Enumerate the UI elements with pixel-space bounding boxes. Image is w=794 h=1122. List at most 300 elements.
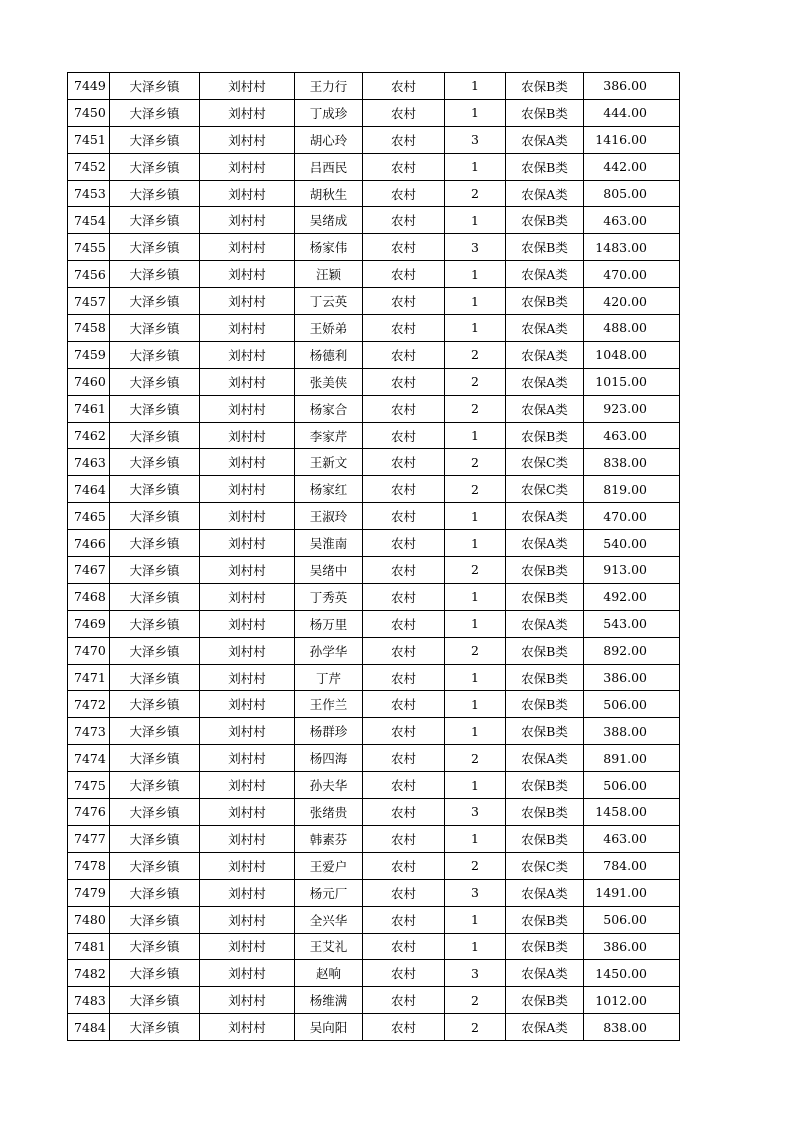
cell-name: 杨家红 <box>295 476 363 503</box>
table-row <box>68 180 680 207</box>
cell-count: 3 <box>445 234 506 261</box>
cell-village: 刘村村 <box>200 664 295 691</box>
cell-amount: 463.00 <box>584 825 680 852</box>
cell-name: 吴向阳 <box>295 1014 363 1041</box>
cell-id: 7462 <box>68 422 110 449</box>
cell-type: 农村 <box>363 583 445 610</box>
table-row <box>68 583 680 610</box>
cell-type: 农村 <box>363 745 445 772</box>
cell-name: 王爱户 <box>295 852 363 879</box>
cell-category: 农保C类 <box>506 449 584 476</box>
cell-amount: 388.00 <box>584 718 680 745</box>
cell-type: 农村 <box>363 73 445 100</box>
cell-count: 1 <box>445 933 506 960</box>
cell-amount: 463.00 <box>584 207 680 234</box>
cell-id: 7475 <box>68 772 110 799</box>
table-row <box>68 368 680 395</box>
cell-category: 农保B类 <box>506 583 584 610</box>
cell-id: 7459 <box>68 341 110 368</box>
table-body <box>68 73 680 1041</box>
table-row <box>68 879 680 906</box>
cell-category: 农保B类 <box>506 906 584 933</box>
cell-name: 杨元厂 <box>295 879 363 906</box>
cell-village: 刘村村 <box>200 987 295 1014</box>
cell-type: 农村 <box>363 341 445 368</box>
cell-name: 张绪贵 <box>295 799 363 826</box>
cell-category: 农保B类 <box>506 557 584 584</box>
cell-town: 大泽乡镇 <box>110 745 200 772</box>
cell-name: 胡心玲 <box>295 126 363 153</box>
table-row <box>68 933 680 960</box>
cell-amount: 386.00 <box>584 73 680 100</box>
cell-id: 7449 <box>68 73 110 100</box>
table-row <box>68 664 680 691</box>
cell-id: 7469 <box>68 610 110 637</box>
cell-name: 杨家伟 <box>295 234 363 261</box>
cell-id: 7460 <box>68 368 110 395</box>
cell-name: 汪颖 <box>295 261 363 288</box>
table-row <box>68 99 680 126</box>
cell-category: 农保B类 <box>506 772 584 799</box>
cell-id: 7464 <box>68 476 110 503</box>
cell-village: 刘村村 <box>200 341 295 368</box>
cell-count: 1 <box>445 664 506 691</box>
cell-village: 刘村村 <box>200 449 295 476</box>
cell-name: 胡秋生 <box>295 180 363 207</box>
cell-town: 大泽乡镇 <box>110 906 200 933</box>
cell-village: 刘村村 <box>200 852 295 879</box>
cell-type: 农村 <box>363 960 445 987</box>
cell-type: 农村 <box>363 1014 445 1041</box>
cell-town: 大泽乡镇 <box>110 73 200 100</box>
cell-amount: 1048.00 <box>584 341 680 368</box>
cell-amount: 492.00 <box>584 583 680 610</box>
cell-category: 农保B类 <box>506 987 584 1014</box>
cell-name: 王娇弟 <box>295 315 363 342</box>
cell-village: 刘村村 <box>200 637 295 664</box>
cell-name: 丁云英 <box>295 288 363 315</box>
cell-type: 农村 <box>363 395 445 422</box>
table-row <box>68 261 680 288</box>
cell-category: 农保B类 <box>506 637 584 664</box>
cell-category: 农保A类 <box>506 126 584 153</box>
cell-id: 7450 <box>68 99 110 126</box>
cell-amount: 444.00 <box>584 99 680 126</box>
cell-type: 农村 <box>363 180 445 207</box>
table-row <box>68 825 680 852</box>
cell-name: 吴淮南 <box>295 530 363 557</box>
cell-category: 农保A类 <box>506 1014 584 1041</box>
cell-count: 1 <box>445 691 506 718</box>
cell-village: 刘村村 <box>200 610 295 637</box>
cell-amount: 1015.00 <box>584 368 680 395</box>
cell-count: 1 <box>445 503 506 530</box>
cell-amount: 463.00 <box>584 422 680 449</box>
cell-town: 大泽乡镇 <box>110 368 200 395</box>
cell-town: 大泽乡镇 <box>110 422 200 449</box>
table-row <box>68 341 680 368</box>
cell-village: 刘村村 <box>200 73 295 100</box>
cell-amount: 891.00 <box>584 745 680 772</box>
records-table <box>67 72 680 1041</box>
cell-type: 农村 <box>363 288 445 315</box>
cell-id: 7481 <box>68 933 110 960</box>
cell-town: 大泽乡镇 <box>110 99 200 126</box>
cell-id: 7466 <box>68 530 110 557</box>
cell-village: 刘村村 <box>200 718 295 745</box>
cell-name: 杨四海 <box>295 745 363 772</box>
table-row <box>68 718 680 745</box>
cell-count: 3 <box>445 126 506 153</box>
cell-count: 2 <box>445 449 506 476</box>
cell-count: 3 <box>445 960 506 987</box>
cell-count: 1 <box>445 530 506 557</box>
cell-amount: 892.00 <box>584 637 680 664</box>
table-row <box>68 207 680 234</box>
cell-amount: 923.00 <box>584 395 680 422</box>
cell-town: 大泽乡镇 <box>110 610 200 637</box>
cell-amount: 543.00 <box>584 610 680 637</box>
cell-type: 农村 <box>363 825 445 852</box>
cell-amount: 1012.00 <box>584 987 680 1014</box>
cell-amount: 1491.00 <box>584 879 680 906</box>
cell-id: 7477 <box>68 825 110 852</box>
cell-type: 农村 <box>363 261 445 288</box>
table-row <box>68 1014 680 1041</box>
cell-count: 1 <box>445 99 506 126</box>
cell-village: 刘村村 <box>200 99 295 126</box>
cell-name: 丁芹 <box>295 664 363 691</box>
cell-type: 农村 <box>363 422 445 449</box>
cell-amount: 1483.00 <box>584 234 680 261</box>
cell-id: 7454 <box>68 207 110 234</box>
cell-id: 7471 <box>68 664 110 691</box>
cell-category: 农保B类 <box>506 664 584 691</box>
cell-category: 农保B类 <box>506 422 584 449</box>
cell-town: 大泽乡镇 <box>110 799 200 826</box>
cell-name: 杨群珍 <box>295 718 363 745</box>
cell-id: 7468 <box>68 583 110 610</box>
cell-town: 大泽乡镇 <box>110 180 200 207</box>
cell-village: 刘村村 <box>200 288 295 315</box>
cell-amount: 1450.00 <box>584 960 680 987</box>
cell-count: 2 <box>445 637 506 664</box>
cell-count: 1 <box>445 288 506 315</box>
cell-name: 李家芹 <box>295 422 363 449</box>
cell-village: 刘村村 <box>200 261 295 288</box>
cell-type: 农村 <box>363 691 445 718</box>
cell-id: 7480 <box>68 906 110 933</box>
cell-category: 农保B类 <box>506 933 584 960</box>
cell-id: 7458 <box>68 315 110 342</box>
cell-id: 7473 <box>68 718 110 745</box>
cell-type: 农村 <box>363 234 445 261</box>
cell-type: 农村 <box>363 503 445 530</box>
cell-amount: 506.00 <box>584 906 680 933</box>
cell-amount: 470.00 <box>584 503 680 530</box>
cell-category: 农保A类 <box>506 395 584 422</box>
cell-count: 2 <box>445 368 506 395</box>
cell-id: 7457 <box>68 288 110 315</box>
cell-name: 丁秀英 <box>295 583 363 610</box>
cell-name: 王淑玲 <box>295 503 363 530</box>
cell-village: 刘村村 <box>200 476 295 503</box>
table-row <box>68 234 680 261</box>
cell-type: 农村 <box>363 530 445 557</box>
cell-village: 刘村村 <box>200 180 295 207</box>
cell-id: 7456 <box>68 261 110 288</box>
cell-town: 大泽乡镇 <box>110 207 200 234</box>
table-row <box>68 503 680 530</box>
cell-name: 丁成珍 <box>295 99 363 126</box>
cell-village: 刘村村 <box>200 691 295 718</box>
cell-village: 刘村村 <box>200 1014 295 1041</box>
cell-town: 大泽乡镇 <box>110 852 200 879</box>
cell-amount: 1458.00 <box>584 799 680 826</box>
cell-name: 吕西民 <box>295 153 363 180</box>
table-row <box>68 772 680 799</box>
table-row <box>68 476 680 503</box>
table-row <box>68 449 680 476</box>
table-row <box>68 395 680 422</box>
cell-type: 农村 <box>363 799 445 826</box>
cell-town: 大泽乡镇 <box>110 395 200 422</box>
cell-count: 3 <box>445 799 506 826</box>
cell-village: 刘村村 <box>200 879 295 906</box>
cell-category: 农保A类 <box>506 745 584 772</box>
cell-village: 刘村村 <box>200 583 295 610</box>
cell-amount: 420.00 <box>584 288 680 315</box>
cell-amount: 386.00 <box>584 664 680 691</box>
cell-type: 农村 <box>363 933 445 960</box>
cell-town: 大泽乡镇 <box>110 933 200 960</box>
table-row <box>68 288 680 315</box>
cell-village: 刘村村 <box>200 315 295 342</box>
cell-id: 7483 <box>68 987 110 1014</box>
cell-count: 1 <box>445 772 506 799</box>
cell-village: 刘村村 <box>200 825 295 852</box>
cell-count: 1 <box>445 207 506 234</box>
cell-category: 农保C类 <box>506 852 584 879</box>
cell-count: 1 <box>445 583 506 610</box>
cell-name: 吴绪中 <box>295 557 363 584</box>
cell-category: 农保A类 <box>506 879 584 906</box>
table-row <box>68 530 680 557</box>
cell-count: 2 <box>445 987 506 1014</box>
cell-id: 7484 <box>68 1014 110 1041</box>
cell-count: 2 <box>445 852 506 879</box>
cell-village: 刘村村 <box>200 772 295 799</box>
cell-type: 农村 <box>363 718 445 745</box>
cell-village: 刘村村 <box>200 422 295 449</box>
cell-town: 大泽乡镇 <box>110 530 200 557</box>
table-row <box>68 153 680 180</box>
cell-category: 农保A类 <box>506 960 584 987</box>
table-row <box>68 557 680 584</box>
cell-category: 农保B类 <box>506 825 584 852</box>
cell-amount: 819.00 <box>584 476 680 503</box>
table-row <box>68 422 680 449</box>
table-row <box>68 691 680 718</box>
cell-town: 大泽乡镇 <box>110 261 200 288</box>
cell-amount: 838.00 <box>584 449 680 476</box>
cell-category: 农保B类 <box>506 207 584 234</box>
table-row <box>68 906 680 933</box>
cell-town: 大泽乡镇 <box>110 315 200 342</box>
cell-name: 孙学华 <box>295 637 363 664</box>
cell-type: 农村 <box>363 879 445 906</box>
cell-name: 杨万里 <box>295 610 363 637</box>
table-row <box>68 126 680 153</box>
cell-type: 农村 <box>363 126 445 153</box>
cell-type: 农村 <box>363 664 445 691</box>
cell-id: 7476 <box>68 799 110 826</box>
cell-count: 1 <box>445 261 506 288</box>
cell-amount: 838.00 <box>584 1014 680 1041</box>
cell-town: 大泽乡镇 <box>110 449 200 476</box>
cell-town: 大泽乡镇 <box>110 234 200 261</box>
cell-id: 7470 <box>68 637 110 664</box>
cell-village: 刘村村 <box>200 234 295 261</box>
cell-type: 农村 <box>363 906 445 933</box>
cell-category: 农保A类 <box>506 341 584 368</box>
cell-category: 农保B类 <box>506 153 584 180</box>
cell-town: 大泽乡镇 <box>110 583 200 610</box>
cell-id: 7461 <box>68 395 110 422</box>
cell-amount: 506.00 <box>584 691 680 718</box>
cell-town: 大泽乡镇 <box>110 503 200 530</box>
table-row <box>68 960 680 987</box>
table-row <box>68 852 680 879</box>
cell-name: 韩素芬 <box>295 825 363 852</box>
cell-count: 2 <box>445 745 506 772</box>
cell-id: 7453 <box>68 180 110 207</box>
cell-name: 孙夫华 <box>295 772 363 799</box>
cell-id: 7472 <box>68 691 110 718</box>
cell-name: 吴绪成 <box>295 207 363 234</box>
cell-amount: 1416.00 <box>584 126 680 153</box>
cell-town: 大泽乡镇 <box>110 476 200 503</box>
cell-id: 7479 <box>68 879 110 906</box>
cell-type: 农村 <box>363 610 445 637</box>
cell-name: 张美侠 <box>295 368 363 395</box>
cell-category: 农保B类 <box>506 73 584 100</box>
cell-count: 1 <box>445 73 506 100</box>
cell-id: 7474 <box>68 745 110 772</box>
cell-village: 刘村村 <box>200 395 295 422</box>
cell-count: 1 <box>445 610 506 637</box>
table-row <box>68 637 680 664</box>
table-row <box>68 73 680 100</box>
cell-town: 大泽乡镇 <box>110 987 200 1014</box>
cell-type: 农村 <box>363 99 445 126</box>
table-row <box>68 987 680 1014</box>
cell-category: 农保A类 <box>506 180 584 207</box>
cell-name: 全兴华 <box>295 906 363 933</box>
cell-category: 农保A类 <box>506 368 584 395</box>
cell-count: 1 <box>445 315 506 342</box>
cell-id: 7455 <box>68 234 110 261</box>
cell-category: 农保B类 <box>506 234 584 261</box>
cell-town: 大泽乡镇 <box>110 153 200 180</box>
table-row <box>68 745 680 772</box>
cell-village: 刘村村 <box>200 799 295 826</box>
cell-count: 1 <box>445 825 506 852</box>
cell-amount: 540.00 <box>584 530 680 557</box>
cell-amount: 805.00 <box>584 180 680 207</box>
table-row <box>68 610 680 637</box>
cell-count: 2 <box>445 395 506 422</box>
cell-amount: 913.00 <box>584 557 680 584</box>
cell-category: 农保C类 <box>506 476 584 503</box>
cell-id: 7467 <box>68 557 110 584</box>
cell-village: 刘村村 <box>200 933 295 960</box>
cell-town: 大泽乡镇 <box>110 960 200 987</box>
cell-category: 农保B类 <box>506 799 584 826</box>
cell-amount: 442.00 <box>584 153 680 180</box>
cell-type: 农村 <box>363 449 445 476</box>
cell-type: 农村 <box>363 368 445 395</box>
cell-name: 杨家合 <box>295 395 363 422</box>
cell-category: 农保B类 <box>506 691 584 718</box>
cell-town: 大泽乡镇 <box>110 288 200 315</box>
cell-town: 大泽乡镇 <box>110 664 200 691</box>
cell-category: 农保B类 <box>506 99 584 126</box>
cell-amount: 784.00 <box>584 852 680 879</box>
cell-village: 刘村村 <box>200 207 295 234</box>
cell-name: 赵响 <box>295 960 363 987</box>
cell-id: 7451 <box>68 126 110 153</box>
cell-town: 大泽乡镇 <box>110 557 200 584</box>
table-row <box>68 315 680 342</box>
cell-village: 刘村村 <box>200 153 295 180</box>
cell-town: 大泽乡镇 <box>110 1014 200 1041</box>
cell-amount: 470.00 <box>584 261 680 288</box>
cell-count: 2 <box>445 341 506 368</box>
cell-type: 农村 <box>363 852 445 879</box>
cell-village: 刘村村 <box>200 530 295 557</box>
cell-village: 刘村村 <box>200 960 295 987</box>
cell-town: 大泽乡镇 <box>110 718 200 745</box>
cell-name: 王作兰 <box>295 691 363 718</box>
cell-amount: 506.00 <box>584 772 680 799</box>
cell-type: 农村 <box>363 476 445 503</box>
cell-count: 2 <box>445 476 506 503</box>
cell-town: 大泽乡镇 <box>110 772 200 799</box>
cell-type: 农村 <box>363 153 445 180</box>
cell-town: 大泽乡镇 <box>110 126 200 153</box>
cell-count: 3 <box>445 879 506 906</box>
cell-town: 大泽乡镇 <box>110 825 200 852</box>
cell-count: 1 <box>445 153 506 180</box>
cell-name: 王新文 <box>295 449 363 476</box>
cell-id: 7478 <box>68 852 110 879</box>
cell-town: 大泽乡镇 <box>110 637 200 664</box>
cell-count: 2 <box>445 180 506 207</box>
cell-village: 刘村村 <box>200 126 295 153</box>
cell-type: 农村 <box>363 772 445 799</box>
cell-name: 杨德利 <box>295 341 363 368</box>
cell-name: 王力行 <box>295 73 363 100</box>
cell-village: 刘村村 <box>200 906 295 933</box>
cell-count: 1 <box>445 718 506 745</box>
cell-amount: 488.00 <box>584 315 680 342</box>
cell-type: 农村 <box>363 315 445 342</box>
cell-id: 7463 <box>68 449 110 476</box>
cell-town: 大泽乡镇 <box>110 879 200 906</box>
cell-id: 7482 <box>68 960 110 987</box>
cell-category: 农保A类 <box>506 315 584 342</box>
